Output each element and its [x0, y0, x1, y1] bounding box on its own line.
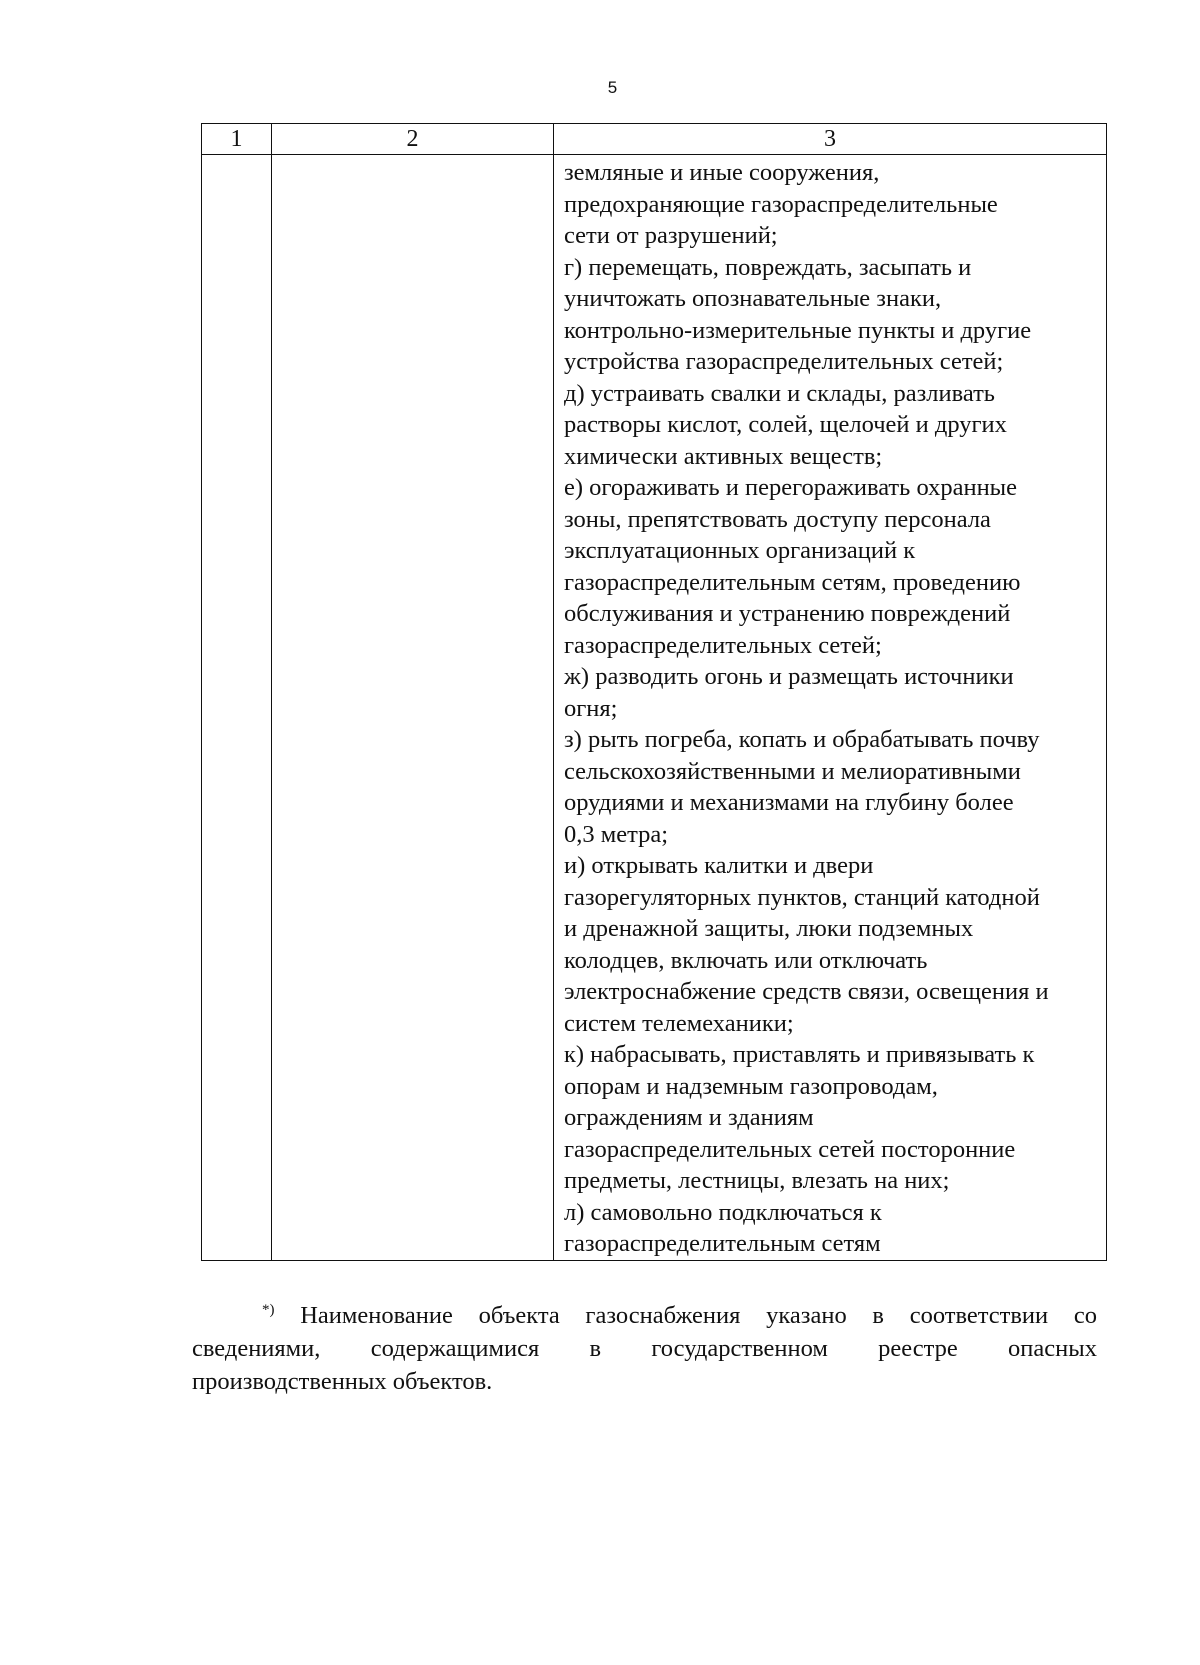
col3-text-line: ж) разводить огонь и размещать источники: [564, 663, 1014, 690]
col3-text-line: эксплуатационных организаций к: [564, 537, 916, 564]
col3-text-line: электроснабжение средств связи, освещения и: [564, 978, 1049, 1005]
col3-text-line: к) набрасывать, приставлять и привязывать к: [564, 1041, 1035, 1068]
col3-text-line: зоны, препятствовать доступу персонала: [564, 505, 991, 533]
col3-text-line: предохраняющие газораспределительные: [564, 190, 998, 218]
col3-text-line: устройства газораспределительных сетей;: [564, 348, 1004, 375]
col3-text-line: и дренажной защиты, люки подземных: [564, 915, 974, 942]
column-header-3: 3: [554, 124, 1107, 155]
document-table: [201, 123, 1107, 1261]
col3-text-line: обслуживания и устранению повреждений: [564, 600, 1011, 627]
col3-text-line: газораспределительных сетей посторонние: [564, 1135, 1016, 1163]
column-header-2: 2: [272, 124, 554, 155]
col3-text-line: 0,3 метра;: [564, 820, 669, 848]
col3-text-line: сельскохозяйственными и мелиоративными: [564, 757, 1021, 785]
footnote: [192, 1294, 1097, 1398]
footnote-text-1: Наименование объекта газоснабжения указано в соответствии со: [300, 1302, 1098, 1329]
col3-text-line: ограждениям и зданиям: [564, 1104, 814, 1131]
footnote-line-2: сведениями, содержащимися в государственном реестре опасных: [192, 1335, 1097, 1362]
table-cell-col3: [554, 155, 1107, 1261]
table-row: [202, 155, 1107, 1261]
footnote-marker: *): [262, 1302, 275, 1318]
col3-text-line: газораспределительным сетям, проведению: [564, 568, 1021, 596]
page-number: 5: [607, 78, 618, 97]
col3-text-line: предметы, лестницы, влезать на них;: [564, 1167, 950, 1194]
table-cell-col1: [202, 155, 272, 1261]
col3-text-line: е) огораживать и перегораживать охранные: [564, 474, 1018, 501]
col3-text-line: з) рыть погреба, копать и обрабатывать почву: [564, 726, 1040, 753]
col3-text-line: газорегуляторных пунктов, станций катодной: [564, 883, 1040, 911]
col3-text-line: и) открывать калитки и двери: [564, 852, 874, 879]
col3-text-line: колодцев, включать или отключать: [564, 946, 928, 974]
col3-text-line: опорам и надземным газопроводам,: [564, 1072, 938, 1100]
col3-text-line: г) перемещать, повреждать, засыпать и: [564, 253, 972, 281]
column-header-1: 1: [202, 124, 272, 155]
table-cell-col2: [272, 155, 554, 1261]
footnote-line-3: производственных объектов.: [192, 1368, 493, 1395]
col3-text-line: д) устраивать свалки и склады, разливать: [564, 379, 995, 407]
col3-text-line: химически активных веществ;: [564, 442, 883, 470]
col3-text-line: уничтожать опознавательные знаки,: [564, 285, 942, 312]
col3-text-line: газораспределительным сетям: [564, 1230, 881, 1257]
table-header-row: [202, 124, 1107, 155]
col3-text-line: контрольно-измерительные пункты и другие: [564, 316, 1032, 344]
footnote-line-1: [192, 1294, 1097, 1332]
col3-text-line: земляные и иные сооружения,: [564, 159, 880, 186]
col3-text-line: огня;: [564, 694, 618, 722]
col3-text-line: сети от разрушений;: [564, 222, 778, 249]
col3-text-line: орудиями и механизмами на глубину более: [564, 789, 1014, 816]
col3-text-line: систем телемеханики;: [564, 1009, 794, 1037]
col3-text-line: растворы кислот, солей, щелочей и других: [564, 411, 1007, 438]
col3-text-line: газораспределительных сетей;: [564, 631, 882, 659]
col3-text-line: л) самовольно подключаться к: [564, 1198, 882, 1226]
